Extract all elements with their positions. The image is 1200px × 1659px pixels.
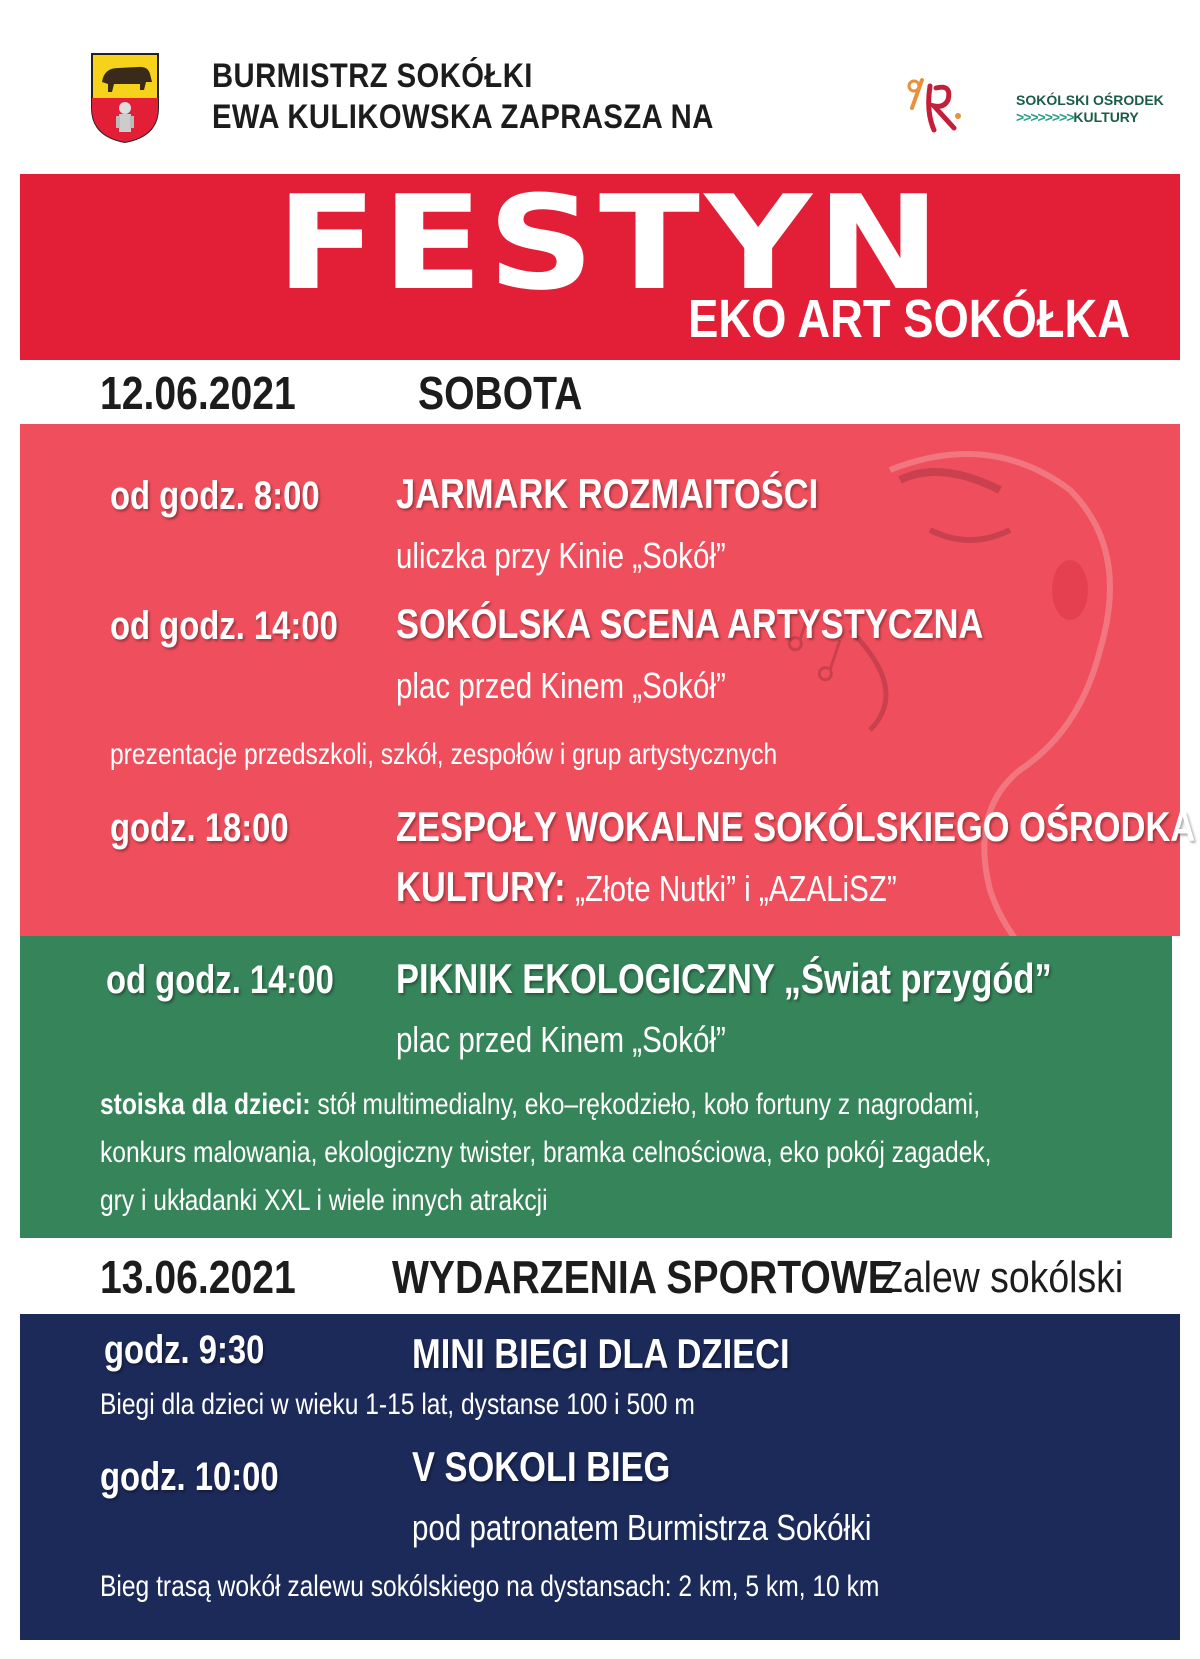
run1-time: godz. 9:30 <box>104 1328 265 1372</box>
event3-detail: „Złote Nutki” i „AZALiSZ” <box>575 868 897 909</box>
event3-name-line-2 <box>396 863 897 910</box>
sok-emblem-logo <box>900 72 972 144</box>
day2-place: Zalew sokólski <box>880 1253 1124 1302</box>
day1-date: 12.06.2021 <box>100 367 296 419</box>
inviter-line-1: BURMISTRZ SOKÓŁKI <box>212 57 533 95</box>
run2-patron: pod patronatem Burmistrza Sokółki <box>412 1507 872 1548</box>
run1-desc: Biegi dla dzieci w wieku 1-15 lat, dystanse 100 i 500 m <box>100 1388 695 1421</box>
chevron-arrows-icon: >>>>>>>> <box>1016 108 1074 125</box>
event3-time: godz. 18:00 <box>110 806 289 850</box>
run2-name: V SOKOLI BIEG <box>412 1443 671 1490</box>
sok-wordmark <box>1016 92 1164 126</box>
event1-time: od godz. 8:00 <box>110 474 320 518</box>
day2-date: 13.06.2021 <box>100 1251 296 1303</box>
event3-name: ZESPOŁY WOKALNE SOKÓLSKIEGO OŚRODKA <box>396 803 1196 850</box>
event2-time: od godz. 14:00 <box>110 604 338 648</box>
picnic-stands-line-3: gry i układanki XXL i wiele innych atrakcji <box>100 1184 548 1217</box>
picnic-stands-line-1 <box>100 1090 980 1120</box>
sok-wordmark-kultury: KULTURY <box>1073 108 1139 125</box>
event2-place: plac przed Kinem „Sokół” <box>396 665 726 706</box>
inviter-line-2: EWA KULIKOWSKA ZAPRASZA NA <box>212 98 714 137</box>
day1-weekday: SOBOTA <box>418 367 583 419</box>
coat-of-arms-logo <box>90 52 160 144</box>
picnic-stands-text-1: stół multimedialny, eko–rękodzieło, koło fortuny z nagrodami, <box>317 1088 981 1121</box>
run1-name: MINI BIEGI DLA DZIECI <box>412 1330 790 1377</box>
sok-wordmark-line-2 <box>1016 109 1164 126</box>
picnic-stands-label: stoiska dla dzieci: <box>100 1088 311 1121</box>
inviter-text <box>212 56 714 139</box>
event1-name: JARMARK ROZMAITOŚCI <box>396 470 819 517</box>
run2-desc: Bieg trasą wokół zalewu sokólskiego na dystansach: 2 km, 5 km, 10 km <box>100 1570 880 1603</box>
picnic-place: plac przed Kinem „Sokół” <box>396 1019 726 1060</box>
sok-wordmark-line-1: SOKÓLSKI OŚRODEK <box>1016 92 1164 108</box>
run2-time: godz. 10:00 <box>100 1455 279 1499</box>
picnic-stands-line-2: konkurs malowania, ekologiczny twister, bramka celnościowa, eko pokój zagadek, <box>100 1136 992 1169</box>
picnic-name: PIKNIK EKOLOGICZNY „Świat przygód” <box>396 955 1052 1002</box>
day2-heading: WYDARZENIA SPORTOWE <box>392 1251 894 1303</box>
festival-subtitle: EKO ART SOKÓŁKA <box>688 289 1130 349</box>
event3-name-cont: KULTURY: <box>396 863 566 910</box>
picnic-time: od godz. 14:00 <box>106 958 334 1002</box>
event1-place: uliczka przy Kinie „Sokół” <box>396 535 726 576</box>
festival-title: FESTYN <box>276 167 946 319</box>
event2-name: SOKÓLSKA SCENA ARTYSTYCZNA <box>396 600 984 647</box>
event2-note: prezentacje przedszkoli, szkół, zespołów i grup artystycznych <box>110 738 778 771</box>
